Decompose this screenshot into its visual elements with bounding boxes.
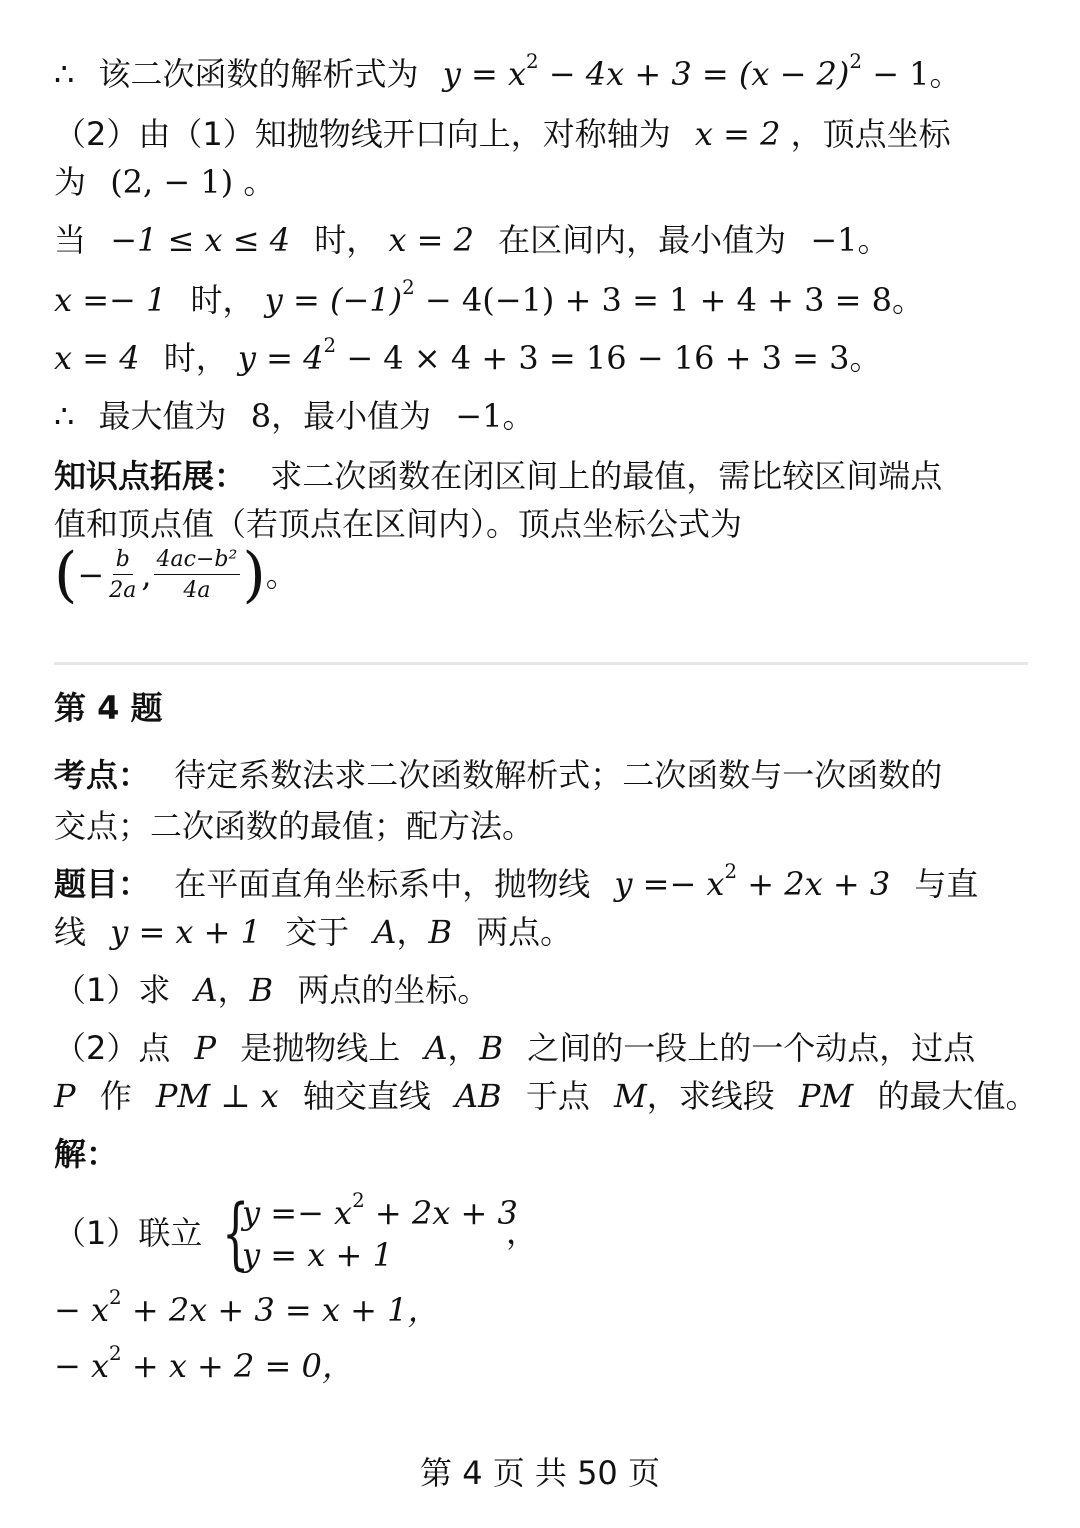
- right-paren: ): [242, 540, 266, 610]
- formula-suffix: 。: [265, 556, 298, 594]
- part2-line-1: [54, 114, 1040, 154]
- segment-ab: AB: [455, 1077, 502, 1115]
- therefore-symbol-2: ∴: [54, 397, 75, 435]
- min-value: −1: [810, 221, 858, 259]
- knowledge-line-2: [54, 504, 1040, 544]
- when-mid-1: 时，: [314, 221, 379, 259]
- conclusion-expr-c: − 1。: [862, 55, 962, 93]
- eq1-exp: 2: [109, 1286, 122, 1310]
- when-prefix: 当: [54, 221, 87, 259]
- eval-neg1-expr-b: − 4(−1) + 3 = 1 + 4 + 3 = 8: [414, 281, 892, 319]
- solution-1-prefix: （1）联立: [54, 1214, 203, 1252]
- eval-neg1-exp: 2: [402, 276, 415, 300]
- system-brace: {: [222, 1189, 250, 1279]
- system-comma: ，: [506, 1213, 539, 1251]
- sub2-point-p: P: [194, 1029, 217, 1067]
- eval-neg1-line: [54, 276, 1040, 320]
- page-footer: 第 4 页 共 50 页: [420, 1454, 660, 1492]
- knowledge-text-2: 值和顶点值（若顶点在区间内）。顶点坐标公式为: [54, 505, 743, 543]
- conclusion-expression-line: [54, 50, 1040, 94]
- eval-4-x: x = 4: [54, 339, 140, 377]
- eval-4-suffix: 。: [849, 339, 882, 377]
- part2-prefix: （2）由（1）知抛物线开口向上，对称轴为: [54, 115, 671, 153]
- point-b: B: [428, 913, 452, 951]
- sub2-separator: ，: [447, 1029, 480, 1067]
- sub2-l2-text-a: 作: [99, 1077, 132, 1115]
- eq2-expr-b: + x + 2 = 0，: [121, 1347, 354, 1385]
- when-mid-2: 在区间内，最小值为: [498, 221, 787, 259]
- sub2-l2-text-d: ，求线段: [646, 1077, 775, 1115]
- kaodian-line-2: [54, 806, 1040, 846]
- sub2-text-a: （2）点: [54, 1029, 171, 1067]
- conclusion-exp-2: 2: [849, 50, 863, 74]
- timu-text-2b: 交于: [285, 913, 350, 951]
- max-value: 8: [250, 397, 272, 435]
- vertex-x-expr: x = 2: [388, 221, 474, 259]
- question-title: 第 4 题: [54, 689, 163, 727]
- subquestion-1: [54, 970, 1040, 1010]
- eval-neg1-x: x =− 1: [54, 281, 167, 319]
- timu-text-1b: 与直: [914, 865, 979, 903]
- perpendicular-expr: PM ⊥ x: [155, 1077, 279, 1115]
- max-min-conclusion: [54, 396, 1040, 436]
- sub2-point-a: A: [424, 1029, 448, 1067]
- conclusion-exp-1: 2: [526, 50, 539, 74]
- axis-expr: x = 2: [694, 115, 781, 153]
- eval-4-line: [54, 334, 1040, 378]
- conclusion-expr-a: y = x: [442, 55, 526, 93]
- sub2-text-c: 之间的一段上的一个动点，过点: [527, 1029, 976, 1067]
- segment-pm: PM: [798, 1077, 854, 1115]
- min-label: ，最小值为: [271, 397, 432, 435]
- system-row2-expr: y = x + 1: [242, 1236, 393, 1274]
- system-row1-expr-a: y =− x: [242, 1194, 353, 1232]
- part2-line-2: [54, 162, 1040, 202]
- eq2-exp: 2: [109, 1342, 122, 1366]
- comma: ,: [141, 556, 152, 594]
- sub1-separator: ，: [217, 971, 250, 1009]
- timu-text-2c: 两点。: [476, 913, 573, 951]
- fraction-2-denominator: 4a: [183, 578, 211, 603]
- point-a: A: [373, 913, 397, 951]
- eval-4-expr-a: y = 4: [237, 339, 324, 377]
- max-min-suffix: 。: [502, 397, 535, 435]
- subquestion-2-line-1: [54, 1028, 1040, 1068]
- eval-4-exp: 2: [323, 334, 337, 358]
- parabola-expr-b: + 2x + 3: [737, 865, 891, 903]
- timu-text-2a: 线: [54, 913, 87, 951]
- eval-4-expr-b: − 4 × 4 + 3 = 16 − 16 + 3 = 3: [336, 339, 850, 377]
- conclusion-label: 该二次函数的解析式为: [98, 55, 419, 93]
- interval-expr: −1 ≤ x ≤ 4: [110, 221, 291, 259]
- eval-neg1-expr-a: y = (−1): [264, 281, 403, 319]
- parabola-exp: 2: [724, 860, 738, 884]
- vertex-expr: (2, − 1): [110, 163, 234, 201]
- interval-line: [54, 220, 1040, 260]
- eval-4-mid: 时，: [163, 339, 228, 377]
- part2-line2-prefix: 为: [54, 163, 87, 201]
- fraction-2-numerator: 4ac−b²: [154, 547, 241, 575]
- system-row1-expr-b: + 2x + 3: [364, 1194, 518, 1232]
- sub1-text-a: （1）求: [54, 971, 171, 1009]
- system-row-1: [242, 1189, 518, 1232]
- kaodian-label: 考点：: [54, 756, 151, 794]
- eval-neg1-mid: 时，: [190, 281, 255, 319]
- kaodian-text-2: 交点；二次函数的最值；配方法。: [54, 807, 535, 845]
- equation-1: [54, 1286, 1040, 1330]
- sub2-l2-point-p: P: [54, 1077, 76, 1115]
- max-label: 最大值为: [98, 397, 227, 435]
- system-row1-exp: 2: [352, 1189, 365, 1213]
- fraction-1-denominator: 2a: [109, 578, 137, 603]
- min-value-2: −1: [455, 397, 503, 435]
- equation-2: [54, 1342, 1040, 1386]
- timu-text-1a: 在平面直角坐标系中，抛物线: [174, 865, 591, 903]
- vertex-formula: [54, 540, 1040, 610]
- eq1-expr-a: − x: [54, 1291, 110, 1329]
- therefore-symbol: ∴: [54, 55, 75, 93]
- sub2-l2-text-c: 于点: [525, 1077, 590, 1115]
- eq2-expr-a: − x: [54, 1347, 110, 1385]
- separator: ，: [396, 913, 429, 951]
- kaodian-line-1: [54, 755, 1040, 795]
- sub2-l2-text-b: 轴交直线: [302, 1077, 431, 1115]
- kaodian-text-1: 待定系数法求二次函数解析式；二次函数与一次函数的: [174, 756, 943, 794]
- knowledge-line-1: [54, 456, 1040, 496]
- sub1-text-b: 两点的坐标。: [297, 971, 490, 1009]
- fraction-neg-b-2a: [106, 547, 139, 604]
- solution-label: 解：: [54, 1135, 119, 1173]
- timu-label: 题目：: [54, 865, 151, 903]
- sub2-point-b: B: [479, 1029, 504, 1067]
- sub1-point-b: B: [249, 971, 274, 1009]
- sub2-l2-text-e: 的最大值。: [877, 1077, 1038, 1115]
- parabola-expr-a: y =− x: [614, 865, 725, 903]
- left-paren: (: [54, 540, 78, 610]
- conclusion-expr-b: − 4x + 3 = (x − 2): [538, 55, 850, 93]
- fraction-1-numerator: b: [113, 547, 133, 575]
- fraction-4ac-b2-4a: [154, 547, 241, 604]
- section-divider: [54, 662, 1028, 665]
- knowledge-heading: 知识点拓展：: [54, 457, 247, 495]
- system-row-2: [242, 1236, 393, 1274]
- line-expr: y = x + 1: [110, 913, 261, 951]
- part2-suffix: ，顶点坐标: [790, 115, 951, 153]
- timu-line-1: [54, 860, 1040, 904]
- point-m: M: [614, 1077, 647, 1115]
- sub1-point-a: A: [194, 971, 218, 1009]
- minus-sign: −: [77, 556, 105, 594]
- timu-line-2: [54, 912, 1040, 952]
- knowledge-text-1: 求二次函数在闭区间上的最值，需比较区间端点: [270, 457, 943, 495]
- eq1-expr-b: + 2x + 3 = x + 1，: [121, 1291, 440, 1329]
- part2-line2-suffix: 。: [243, 163, 276, 201]
- eval-neg1-suffix: 。: [891, 281, 924, 319]
- sub2-text-b: 是抛物线上: [240, 1029, 401, 1067]
- subquestion-2-line-2: [54, 1076, 1040, 1116]
- when-suffix: 。: [857, 221, 890, 259]
